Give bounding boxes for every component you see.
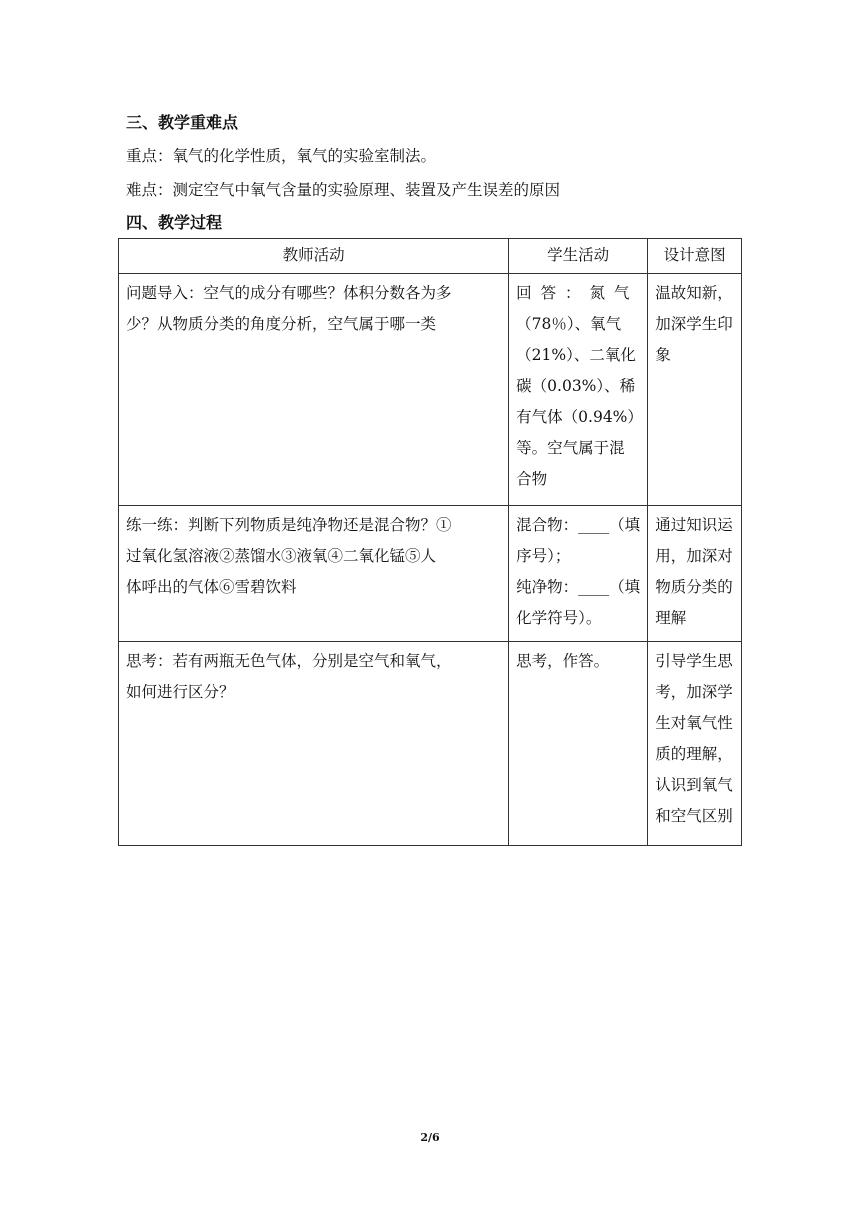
teaching-process-table: [118, 238, 742, 846]
key-point-text: 重点：氧气的化学性质，氧气的实验室制法。: [126, 147, 437, 165]
header-teacher-activity: 教师活动: [119, 239, 509, 274]
table-row: [119, 506, 742, 642]
difficult-point-text: 难点：测定空气中氧气含量的实验原理、装置及产生误差的原因: [126, 181, 561, 199]
table-row: [119, 642, 742, 846]
design-intent-cell: 温故知新， 加深学生印 象: [648, 274, 742, 506]
student-activity-cell: 回 答 ： 氮 气 （78％）、氧气 （21%）、二氧化 碳（0.03%）、稀 有气体（0.94%） 等。空气属于混 合物: [509, 274, 648, 506]
header-student-activity: 学生活动: [509, 239, 648, 274]
table-header-row: [119, 239, 742, 274]
section-heading-key-points: 三、教学重难点: [126, 113, 239, 132]
student-activity-cell: 思考，作答。: [509, 642, 648, 846]
section-heading-teaching-process: 四、教学过程: [126, 213, 223, 232]
table-row: [119, 274, 742, 506]
page-number: 2/6: [420, 1131, 440, 1144]
header-design-intent: 设计意图: [648, 239, 742, 274]
teacher-activity-cell: 问题导入：空气的成分有哪些？体积分数各为多 少？从物质分类的角度分析，空气属于哪一类: [119, 274, 509, 506]
teacher-activity-cell: 练一练：判断下列物质是纯净物还是混合物？① 过氧化氢溶液②蒸馏水③液氧④二氧化锰⑤人 体呼出的气体⑥雪碧饮料: [119, 506, 509, 642]
design-intent-cell: 引导学生思 考，加深学 生对氧气性 质的理解， 认识到氧气 和空气区别: [648, 642, 742, 846]
teacher-activity-cell: 思考：若有两瓶无色气体，分别是空气和氧气， 如何进行区分？: [119, 642, 509, 846]
student-activity-cell: 混合物：____（填 序号）； 纯净物：____（填 化学符号）。: [509, 506, 648, 642]
design-intent-cell: 通过知识运 用，加深对 物质分类的 理解: [648, 506, 742, 642]
